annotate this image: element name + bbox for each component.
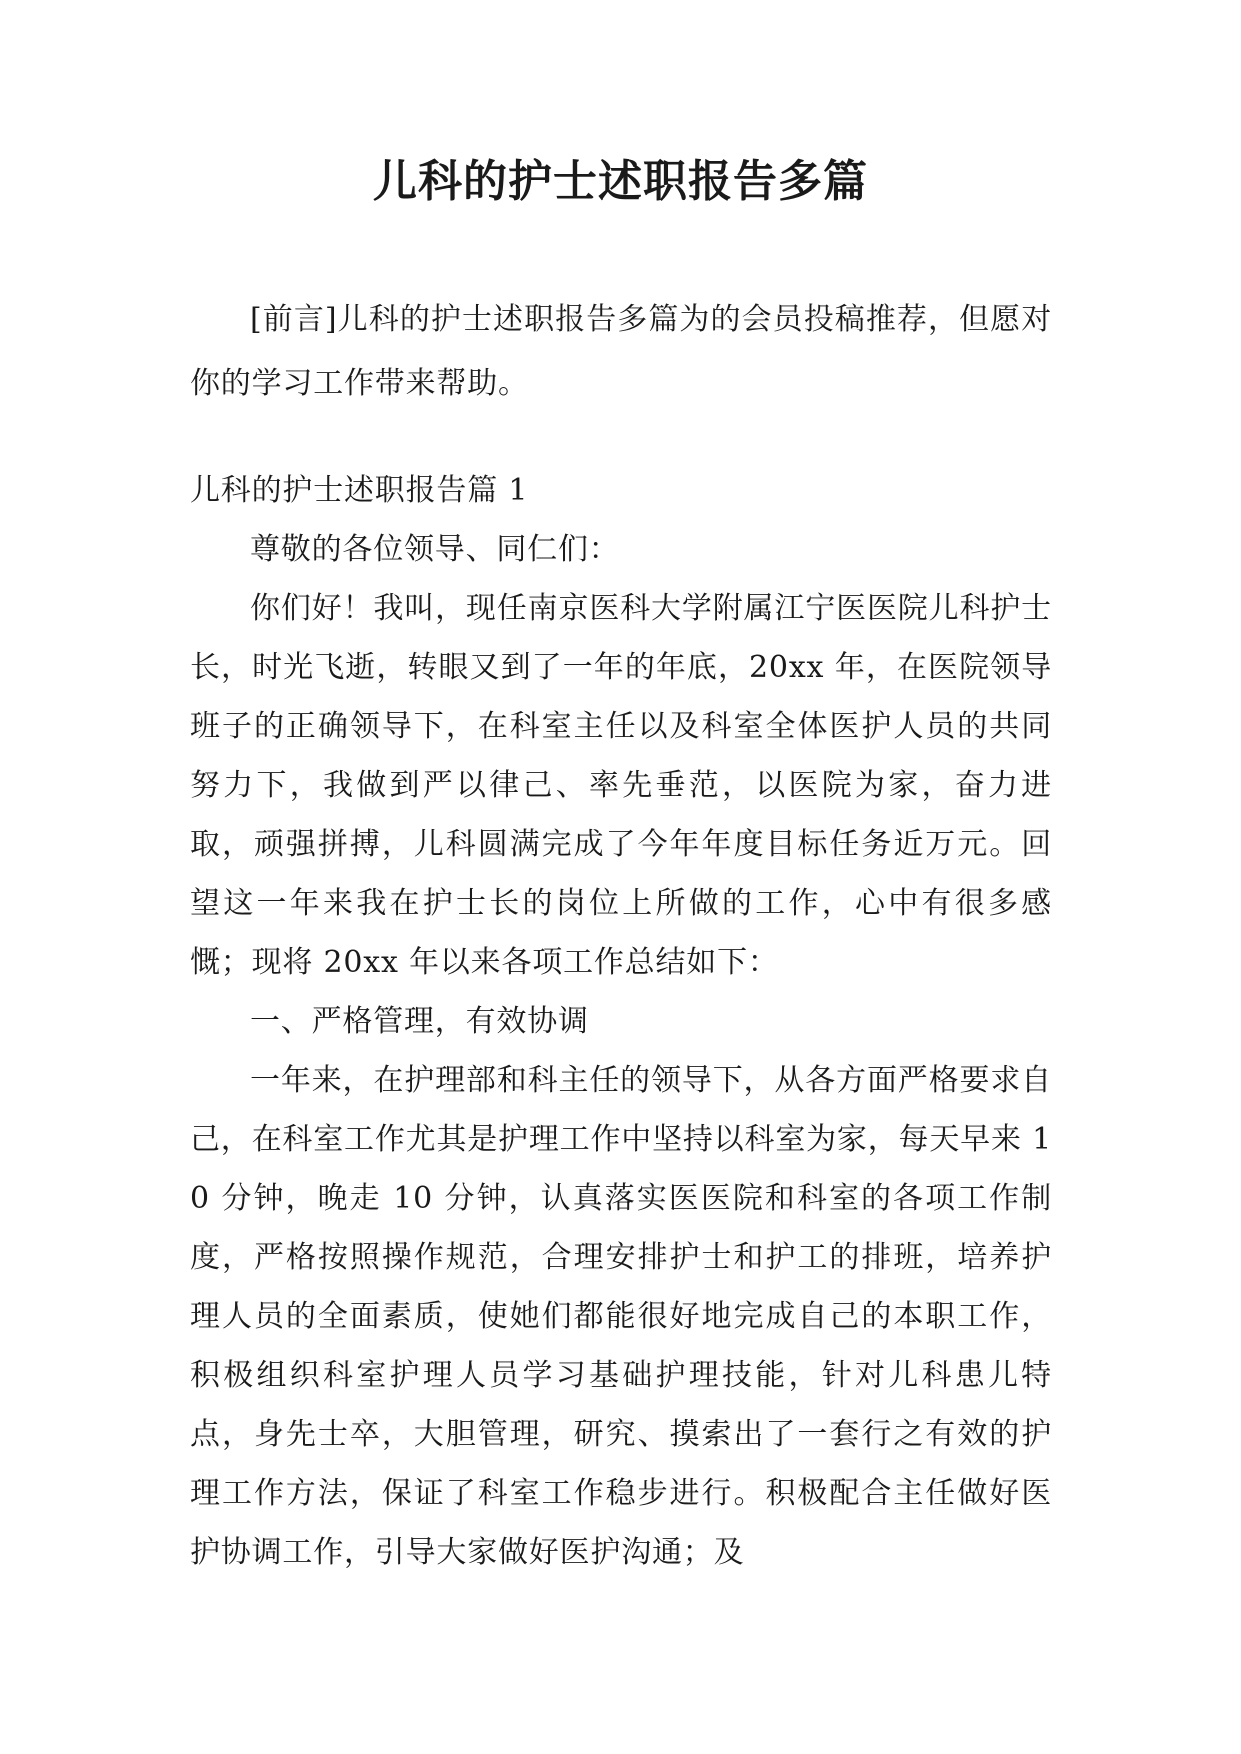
- greeting-paragraph: 尊敬的各位领导、同仁们：: [250, 532, 620, 567]
- section-title: 儿科的护士述职报告篇 1: [190, 473, 529, 508]
- body-paragraph: 你们好！我叫，现任南京医科大学附属江宁医医院儿科护士长，时光飞逝，转眼又到了一年的年底，20xx 年，在医院领导班子的正确领导下，在科室主任以及科室全体医护人员的共同努力下，我做到严以律己、率先垂范，以医院为家，奋力进取，顽强拼搏，儿科圆满完成了今年年度目标任务近万元。回望这一年来我在护士长的岗位上所做的工作，心中有很多感慨；现将 20xx 年以来各项工作总结如下：: [190, 591, 1052, 980]
- report-section: [190, 461, 1052, 1582]
- subheading-paragraph: 一、严格管理，有效协调: [250, 1004, 589, 1039]
- preface-block: [190, 288, 1052, 416]
- body-paragraph: 一年来，在护理部和科主任的领导下，从各方面严格要求自己，在科室工作尤其是护理工作中坚持以科室为家，每天早来 10 分钟，晚走 10 分钟，认真落实医医院和科室的各项工作制度，严格按照操作规范，合理安排护士和护工的排班，培养护理人员的全面素质，使她们都能很好地完成自己的本职工作，积极组织科室护理人员学习基础护理技能，针对儿科患儿特点，身先士卒，大胆管理，研究、摸索出了一套行之有效的护理工作方法，保证了科室工作稳步进行。积极配合主任做好医护协调工作，引导大家做好医护沟通；及: [190, 1063, 1052, 1570]
- preface-paragraph: [前言]儿科的护士述职报告多篇为的会员投稿推荐，但愿对你的学习工作带来帮助。: [190, 302, 1052, 401]
- document-title: 儿科的护士述职报告多篇: [373, 156, 868, 207]
